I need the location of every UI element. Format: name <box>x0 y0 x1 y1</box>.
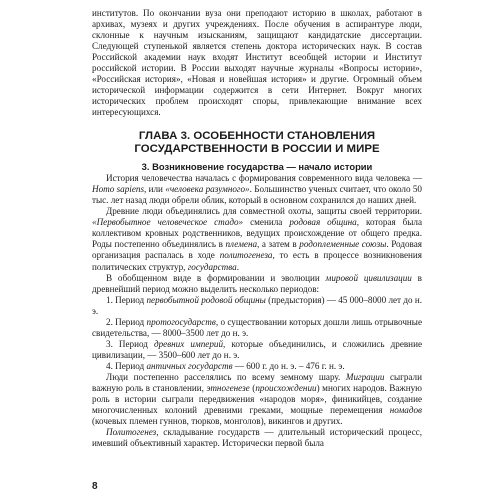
text-run: , которая была коллективом кровных родственников, ведущих происхождение от общего предка. Роды постепенно объединялись в <box>92 217 422 250</box>
italic-term: родоплеменные союзы <box>299 239 387 250</box>
italic-term: племена <box>225 239 258 250</box>
italic-term: «человека разумного» <box>165 184 250 195</box>
italic-term: древних империй <box>153 338 224 349</box>
text-run: , а затем в <box>257 239 300 250</box>
text-run: ) многих народов. Важную роль в истории сыграли передвижения «народов моря», финикийцев, создание многочисленных колоний древними греками, мощные перемещения <box>92 383 422 416</box>
text-run: (кочевых племен гуннов, тюрков, монголов), викингов и других. <box>92 416 343 427</box>
italic-term: мировой цивилизации <box>325 272 412 283</box>
paragraph-1 <box>92 173 422 206</box>
paragraph-5 <box>92 427 422 449</box>
chapter-title: ГЛАВА 3. ОСОБЕННОСТИ СТАНОВЛЕНИЯ ГОСУДАРСТВЕННОСТИ В РОССИИ И МИРЕ <box>134 130 380 156</box>
period-list-item <box>92 339 422 361</box>
text-run: История человечества началась с формирования современного вида человека — <box>106 173 422 184</box>
text-column <box>92 8 422 449</box>
text-run: 1. Период <box>106 294 147 305</box>
text-run: В обобщенном виде в формировании и эволюции <box>106 272 326 283</box>
text-run: в древнейший период можно выделить несколько периодов: <box>92 272 422 294</box>
italic-term: Homo sapiens <box>92 184 144 195</box>
text-run: 3. Период <box>106 338 154 349</box>
text-run: . Большинство ученых считает, что около 50 тыс. лет назад люди обрели облик, который в основном сохранился до наших дней. <box>92 184 422 206</box>
paragraph-top: институтов. По окончании вуза они преподают историю в школах, работают в архивах, музеях и других учреждениях. После обучения в аспирантуре люди, склонные к научным изысканиям, защищают кандидатские диссертации. Следующей ступенькой является степень доктора исторических наук. В состав Российской академии наук входят Институт всеобщей истории и Институт российской истории. В России выходят научные журналы «Вопросы истории», «Российская история», «Новая и новейшая история» и другие. Огромный объем исторической информации содержится в сети Интернет. Вокруг многих исторических проблем происходят споры, привлекающие внимание всех интересующихся. <box>92 8 422 118</box>
period-list-item <box>92 295 422 317</box>
paragraph-4 <box>92 372 422 427</box>
section-title: 3. Возникновение государства — начало истории <box>141 160 373 172</box>
text-run: (предыстория) — 45 000–8000 лет до н. э. <box>92 294 423 316</box>
period-list-item <box>92 317 422 339</box>
text-run: , или <box>144 184 166 195</box>
text-run: — 600 г. до н. э. – 476 г. н. э. <box>232 360 345 371</box>
text-run: сыграли важную роль в становлении, <box>92 372 422 394</box>
page-number: 8 <box>92 481 98 492</box>
period-list-item <box>92 361 422 372</box>
italic-term: «Первобытное человеческое стадо» <box>92 217 244 228</box>
italic-term: протогосударств <box>146 316 216 327</box>
text-run: . Родовая организация распалась в ходе <box>92 239 422 261</box>
text-run: 2. Период <box>106 316 147 327</box>
text-run: , которые объединились, и сложились древние цивилизации, — 3500–600 лет до н. э. <box>92 338 422 360</box>
italic-term: номадов <box>389 405 422 416</box>
paragraph-3 <box>92 273 422 295</box>
text-run: . <box>236 261 239 272</box>
italic-term: первобытной родовой общины <box>146 294 266 305</box>
italic-term: происхождении <box>255 383 317 394</box>
italic-term: античных государств <box>146 360 233 371</box>
paragraph-2 <box>92 206 422 272</box>
italic-term: родовая община <box>289 217 357 228</box>
text-run: Древние люди объединялись для совместной охоты, защиты своей территории. <box>106 206 422 217</box>
italic-term: Политогенез <box>106 427 157 438</box>
text-run: , складывание государств — длительный исторический процесс, имевший объективный характер. Исторически первой была <box>92 427 422 449</box>
text-run: 4. Период <box>106 360 147 371</box>
text-run: , то есть в процессе возникновения политических структур, <box>92 250 423 272</box>
text-run: , о существовании которых дошли лишь отрывочные свидетельства, — 8000–3500 лет до н. э. <box>92 316 422 338</box>
text-run: Люди постепенно расселялись по всему земному шару. <box>106 372 346 382</box>
italic-term: государства <box>187 261 237 272</box>
text-run: ( <box>249 383 256 394</box>
italic-term: Миграции <box>345 372 385 382</box>
text-run: сменила <box>243 217 290 228</box>
italic-term: политогенеза <box>219 250 273 261</box>
italic-term: этногенезе <box>206 383 250 394</box>
